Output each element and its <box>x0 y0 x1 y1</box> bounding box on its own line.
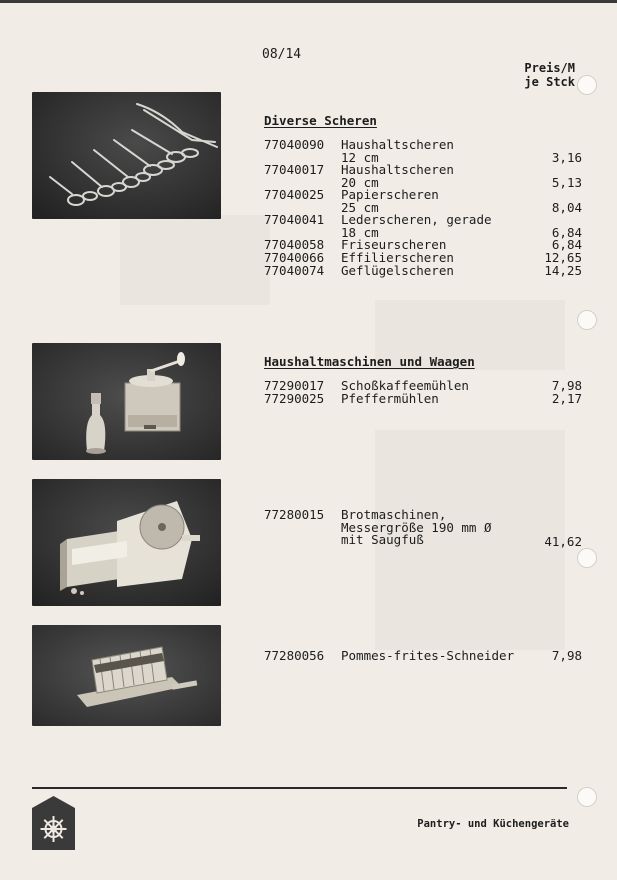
ships-wheel-icon <box>32 796 75 850</box>
fry-cutter-photo <box>32 625 221 726</box>
item-code: 77040058 <box>264 237 325 252</box>
item-description: Pommes-frites-Schneider <box>341 648 515 663</box>
page-number: 08/14 <box>262 47 302 62</box>
item-price: 2,17 <box>551 391 582 406</box>
item-code: 77040041 <box>264 212 325 227</box>
page-top-edge <box>0 0 617 3</box>
item-description: Haushaltscheren 20 cm <box>341 162 454 190</box>
binder-hole <box>577 787 597 807</box>
item-description: Haushaltscheren 12 cm <box>341 137 454 165</box>
item-code: 77040025 <box>264 187 325 202</box>
price-column-header <box>524 61 575 89</box>
item-code: 77280015 <box>264 507 325 522</box>
item-description: Geflügelscheren <box>341 263 454 278</box>
item-price: 6,84 <box>551 237 582 252</box>
item-code: 77040066 <box>264 250 325 265</box>
item-code: 77040074 <box>264 263 325 278</box>
show-through-text <box>120 215 270 305</box>
bread-slicer-photo <box>32 479 221 606</box>
item-description: Brotmaschinen, Messergröße 190 mm Ø mit Saugfuß <box>341 507 492 547</box>
item-description: Papierscheren 25 cm <box>341 187 439 215</box>
item-code: 77280056 <box>264 648 325 663</box>
item-price: 5,13 <box>551 174 582 190</box>
item-price: 3,16 <box>551 149 582 165</box>
item-description: Pfeffermühlen <box>341 391 439 406</box>
item-price: 7,98 <box>551 648 582 663</box>
item-code: 77040017 <box>264 162 325 177</box>
section-title-scissors: Diverse Scheren <box>264 113 377 128</box>
price-header-line2: je Stck <box>524 75 575 89</box>
footer-category: Pantry- und Küchengeräte <box>417 818 569 830</box>
item-price: 41,62 <box>544 534 582 549</box>
grinders-photo <box>32 343 221 460</box>
price-header-line1: Preis/M <box>524 61 575 75</box>
binder-hole <box>577 75 597 95</box>
item-description: Schoßkaffeemühlen <box>341 378 469 393</box>
item-price: 12,65 <box>544 250 582 265</box>
item-price: 8,04 <box>551 199 582 215</box>
item-description: Friseurscheren <box>341 237 447 252</box>
item-code: 77290017 <box>264 378 325 393</box>
item-description: Effilierscheren <box>341 250 454 265</box>
section-title-machines: Haushaltmaschinen und Waagen <box>264 354 475 369</box>
item-price: 6,84 <box>551 224 582 240</box>
item-code: 77290025 <box>264 391 325 406</box>
scissors-photo <box>32 92 221 219</box>
item-price: 14,25 <box>544 263 582 278</box>
binder-hole <box>577 310 597 330</box>
item-code: 77040090 <box>264 137 325 152</box>
item-description: Lederscheren, gerade 18 cm <box>341 212 492 240</box>
binder-hole <box>577 548 597 568</box>
item-price: 7,98 <box>551 378 582 393</box>
footer-rule <box>32 787 567 789</box>
